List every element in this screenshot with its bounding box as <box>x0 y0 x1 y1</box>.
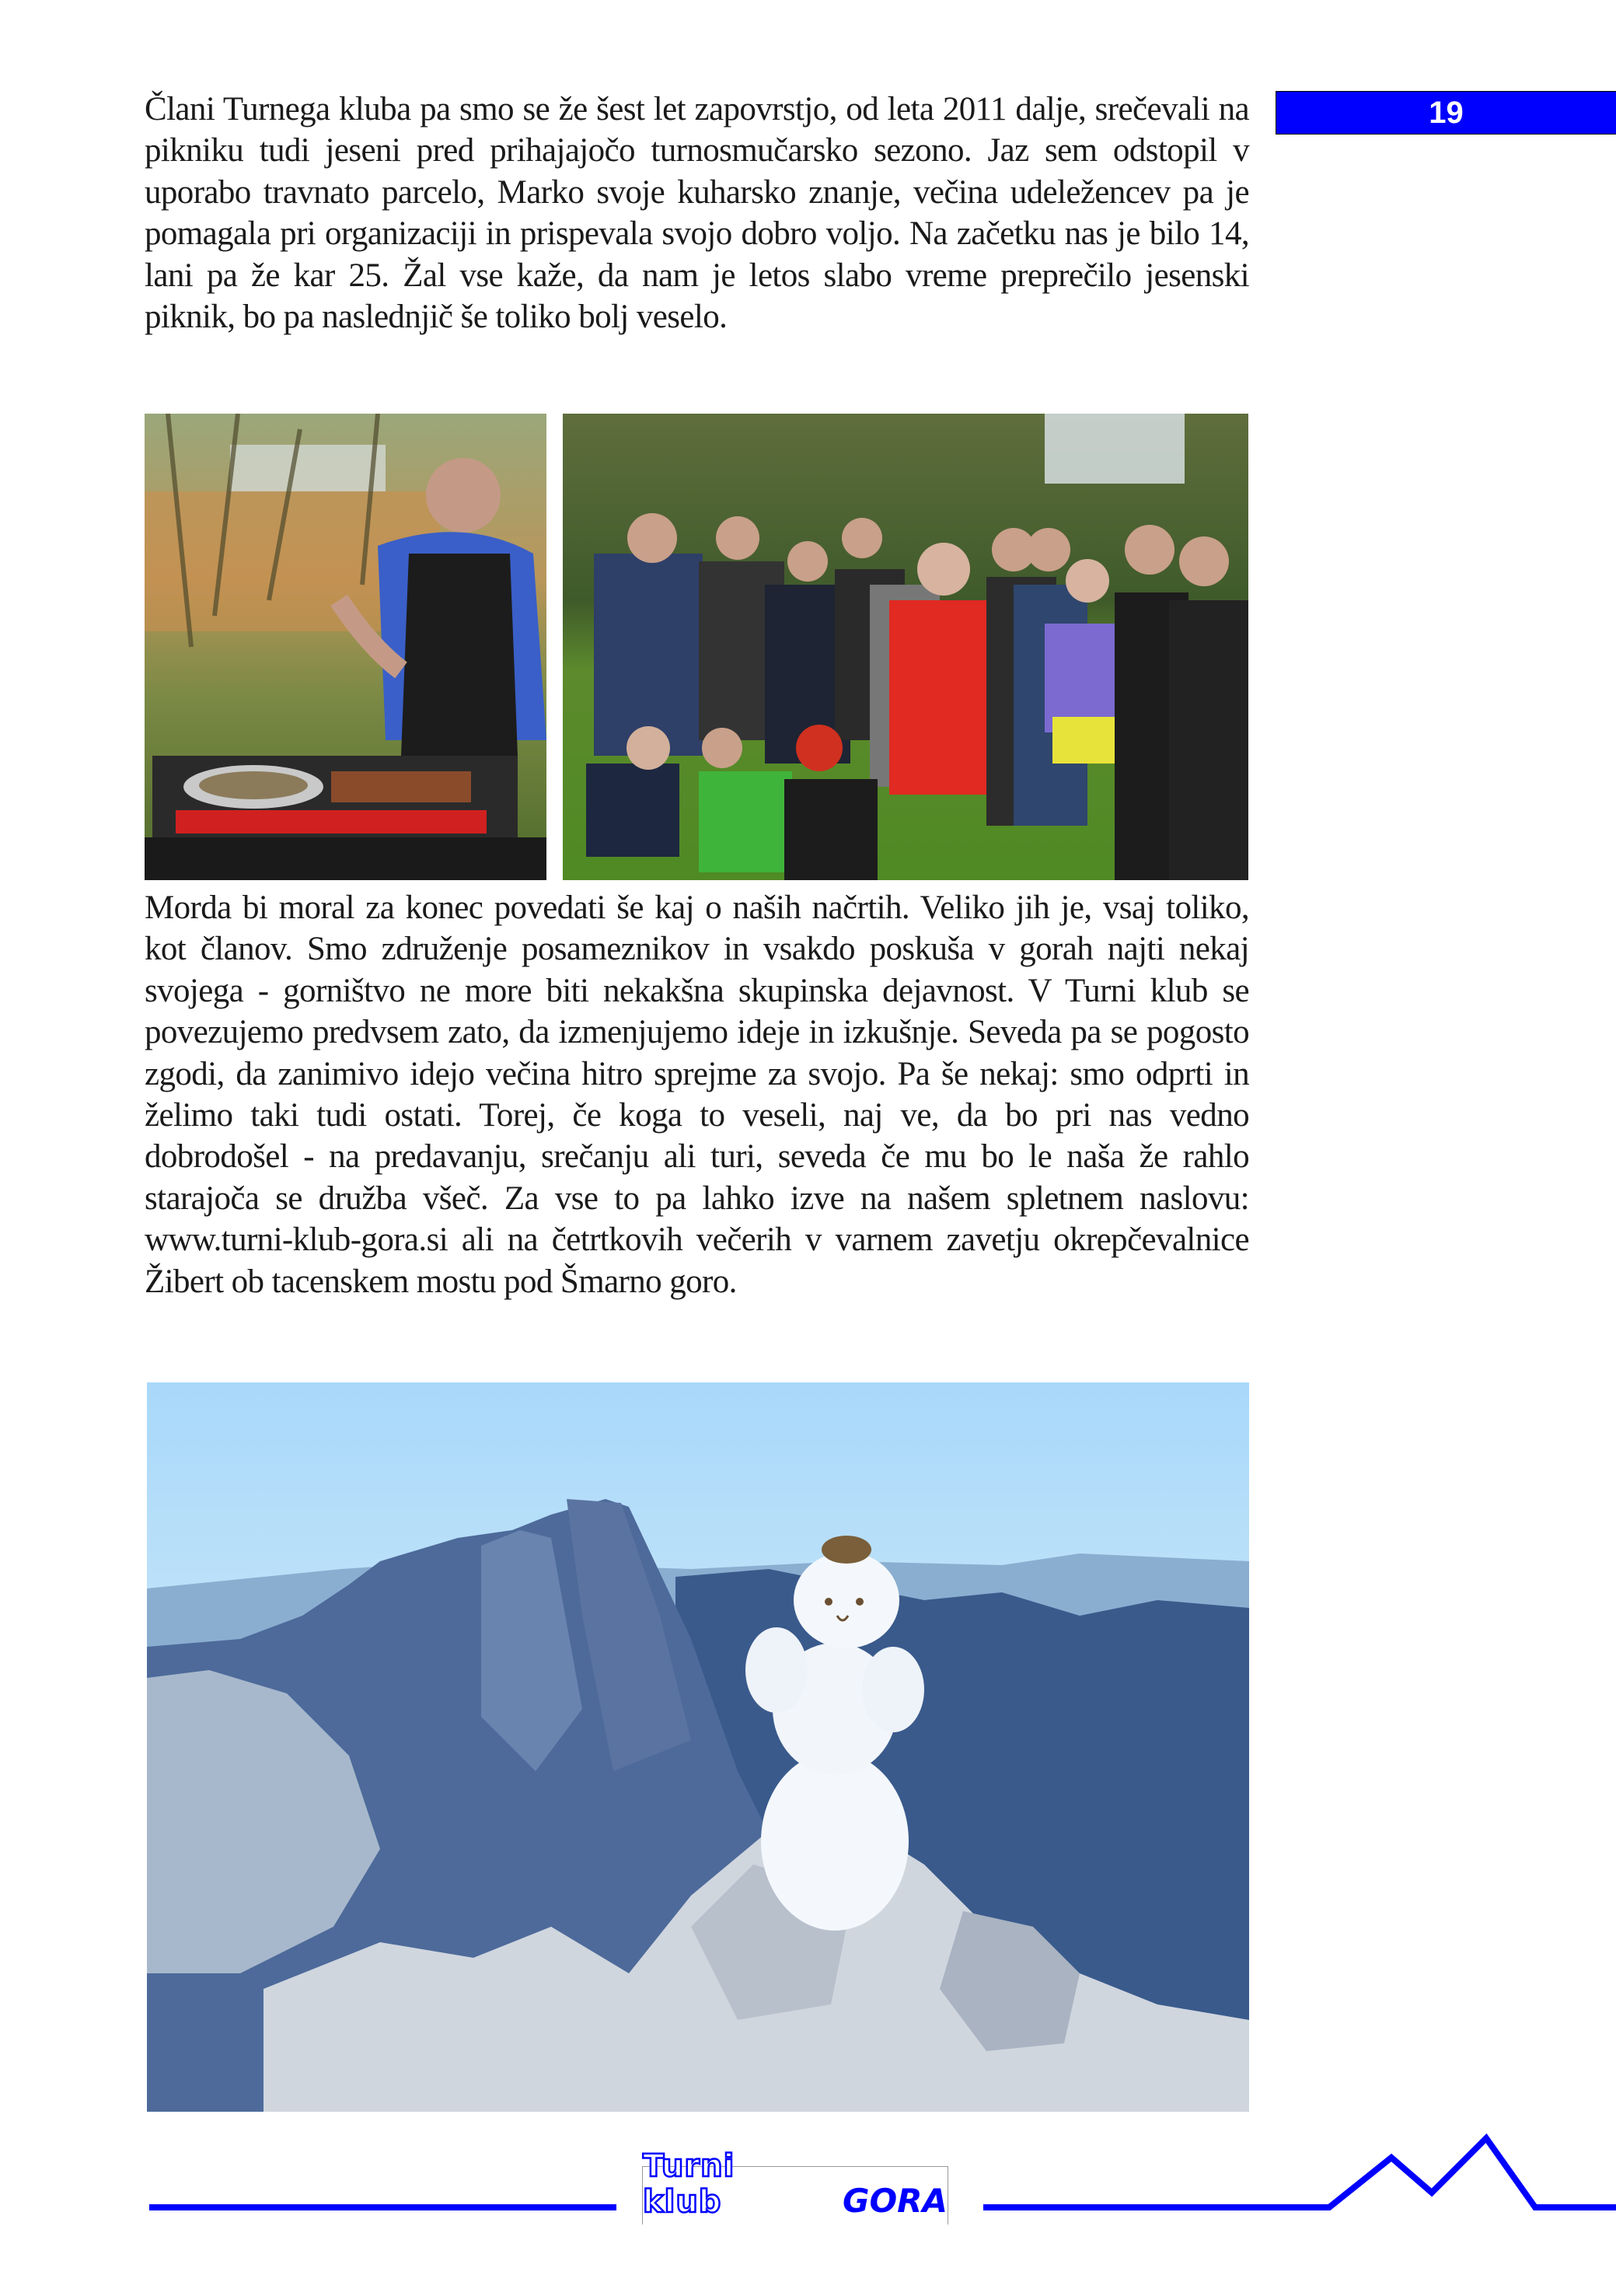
page-number-badge <box>1276 91 1616 135</box>
photo-barbecue <box>145 414 546 880</box>
group-photo-image <box>563 414 1248 880</box>
snowman-photo-image <box>147 1382 1249 2112</box>
logo-text-gora: GORA <box>842 2182 948 2220</box>
photo-group <box>563 414 1248 880</box>
mountain-outline-icon <box>979 2123 1616 2224</box>
photo-snowman-summit <box>147 1382 1249 2112</box>
footer-rule-left <box>149 2204 616 2210</box>
article-paragraph-1: Člani Turnega kluba pa smo se že šest let zapovrstjo, od leta 2011 dalje, srečevali na pikniku tudi jeseni pred prihajajočo turnosmučarsko sezono. Jaz sem odstopil v uporabo travnato parcelo, Marko svoje kuharsko znanje, večina udeležencev pa je pomagala pri organizaciji in prispevala svojo dobro voljo. Na začetku nas je bilo 14, lani pa že kar 25. Žal vse kaže, da nam je letos slabo vreme preprečilo jesenski piknik, bo pa naslednjič še toliko bolj veselo. <box>145 91 1249 336</box>
page-number: 19 <box>1429 95 1464 130</box>
article-paragraph-2: Morda bi moral za konec povedati še kaj o naših načrtih. Veliko jih je, vsaj toliko, kot članov. Smo združenje posameznikov in vsakdo poskuša v gorah najti nekaj svojega - gorništvo ne more biti nekakšna skupinska dejavnost. V Turni klub se povezujemo predvsem zato, da izmenjujemo ideje in izkušnje. Seveda pa se pogosto zgodi, da zanimivo idejo večina hitro sprejme za svojo. Pa še nekaj: smo odprti in želimo taki tudi ostati. Torej, če koga to veseli, naj ve, da bo pri nas vedno dobrodošel - na predavanju, srečanju ali turi, seveda če mu bo le naša že rahlo starajoča se družba všeč. Za vse to pa lahko izve na našem spletnem naslovu: www.turni-klub-gora.si ali na četrtkovih večerih v varnem zavetju okrepčevalnice Žibert ob tacenskem mostu pod Šmarno goro. <box>145 889 1249 1300</box>
logo-text-turni-klub: Turni klub <box>643 2148 735 2220</box>
club-logo <box>642 2148 948 2224</box>
barbecue-photo-image <box>145 414 546 880</box>
